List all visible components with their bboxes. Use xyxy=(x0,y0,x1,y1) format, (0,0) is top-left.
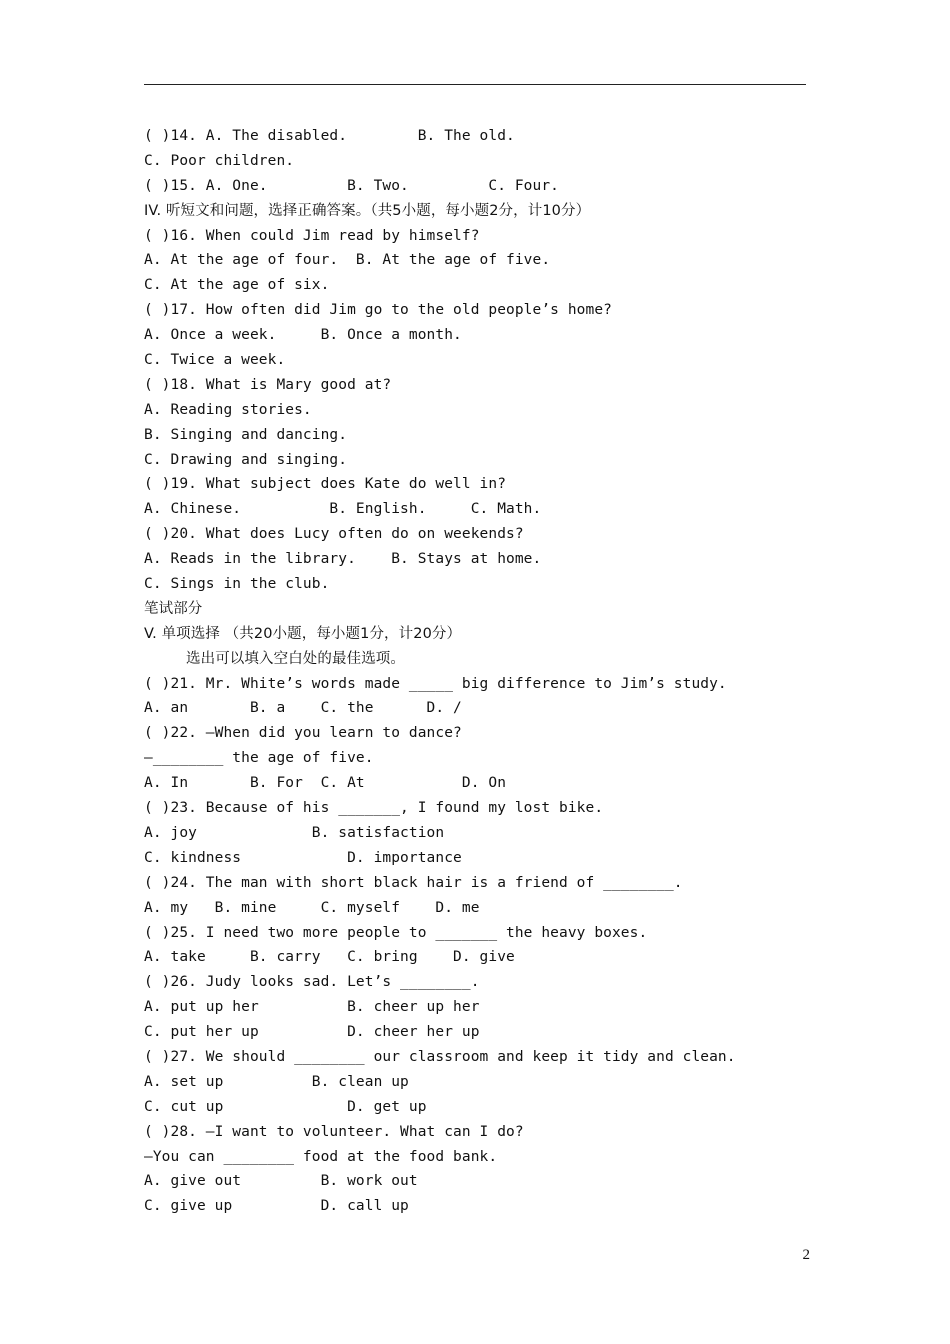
exam-content xyxy=(144,124,824,1219)
question-23: ( )23. Because of his _______, I found my lost bike. xyxy=(144,800,604,817)
question-26-options-ab: A. put up her B. cheer up her xyxy=(144,999,480,1016)
page-number: 2 xyxy=(802,1247,810,1263)
question-17-options-ab: A. Once a week. B. Once a month. xyxy=(144,327,462,344)
question-28: ( )28. —I want to volunteer. What can I do? xyxy=(144,1123,524,1140)
header-rule xyxy=(144,84,806,85)
question-28-options-cd: C. give up D. call up xyxy=(144,1198,409,1215)
question-18: ( )18. What is Mary good at? xyxy=(144,376,392,393)
question-23-options-cd: C. kindness D. importance xyxy=(144,849,462,866)
question-18-option-a: A. Reading stories. xyxy=(144,401,312,418)
question-20: ( )20. What does Lucy often do on weekends? xyxy=(144,526,524,543)
question-20-options-ab: A. Reads in the library. B. Stays at home. xyxy=(144,551,542,568)
question-18-option-c: C. Drawing and singing. xyxy=(144,451,348,468)
question-26: ( )26. Judy looks sad. Let’s ________. xyxy=(144,974,480,991)
question-20-option-c: C. Sings in the club. xyxy=(144,576,330,593)
question-24: ( )24. The man with short black hair is a friend of ________. xyxy=(144,874,683,891)
question-26-options-cd: C. put her up D. cheer her up xyxy=(144,1024,480,1041)
question-18-option-b: B. Singing and dancing. xyxy=(144,426,348,443)
question-16-option-c: C. At the age of six. xyxy=(144,277,330,294)
question-21-options: A. an B. a C. the D. / xyxy=(144,700,462,717)
question-22-response: —________ the age of five. xyxy=(144,750,374,767)
question-27-options-ab: A. set up B. clean up xyxy=(144,1073,409,1090)
question-24-options: A. my B. mine C. myself D. me xyxy=(144,899,480,916)
question-14: ( )14. A. The disabled. B. The old. xyxy=(144,128,515,144)
question-28-response: —You can ________ food at the food bank. xyxy=(144,1148,498,1165)
question-16: ( )16. When could Jim read by himself? xyxy=(144,227,480,244)
written-part-heading: 笔试部分 xyxy=(144,600,203,617)
question-17-option-c: C. Twice a week. xyxy=(144,352,286,369)
question-27-options-cd: C. cut up D. get up xyxy=(144,1098,427,1115)
question-28-options-ab: A. give out B. work out xyxy=(144,1173,418,1190)
question-27: ( )27. We should ________ our classroom and keep it tidy and clean. xyxy=(144,1048,736,1065)
question-22-options: A. In B. For C. At D. On xyxy=(144,775,507,792)
question-19-options: A. Chinese. B. English. C. Math. xyxy=(144,501,542,518)
section-v-instruction: 选出可以填入空白处的最佳选项。 xyxy=(186,650,405,667)
question-22: ( )22. —When did you learn to dance? xyxy=(144,725,462,742)
question-21: ( )21. Mr. White’s words made _____ big difference to Jim’s study. xyxy=(144,675,727,692)
question-23-options-ab: A. joy B. satisfaction xyxy=(144,824,445,841)
section-iv-heading: IV. 听短文和问题，选择正确答案。（共5小题，每小题2分，计10分） xyxy=(144,202,591,219)
question-25-options: A. take B. carry C. bring D. give xyxy=(144,949,515,966)
question-25: ( )25. I need two more people to _______ the heavy boxes. xyxy=(144,924,648,941)
question-16-options-ab: A. At the age of four. B. At the age of five. xyxy=(144,252,551,269)
question-15: ( )15. A. One. B. Two. C. Four. xyxy=(144,177,559,194)
question-17: ( )17. How often did Jim go to the old people’s home? xyxy=(144,302,612,319)
section-v-heading: V. 单项选择 （共20小题，每小题1分，计20分） xyxy=(144,625,462,642)
question-14-option-c: C. Poor children. xyxy=(144,152,295,169)
question-19: ( )19. What subject does Kate do well in? xyxy=(144,476,507,493)
